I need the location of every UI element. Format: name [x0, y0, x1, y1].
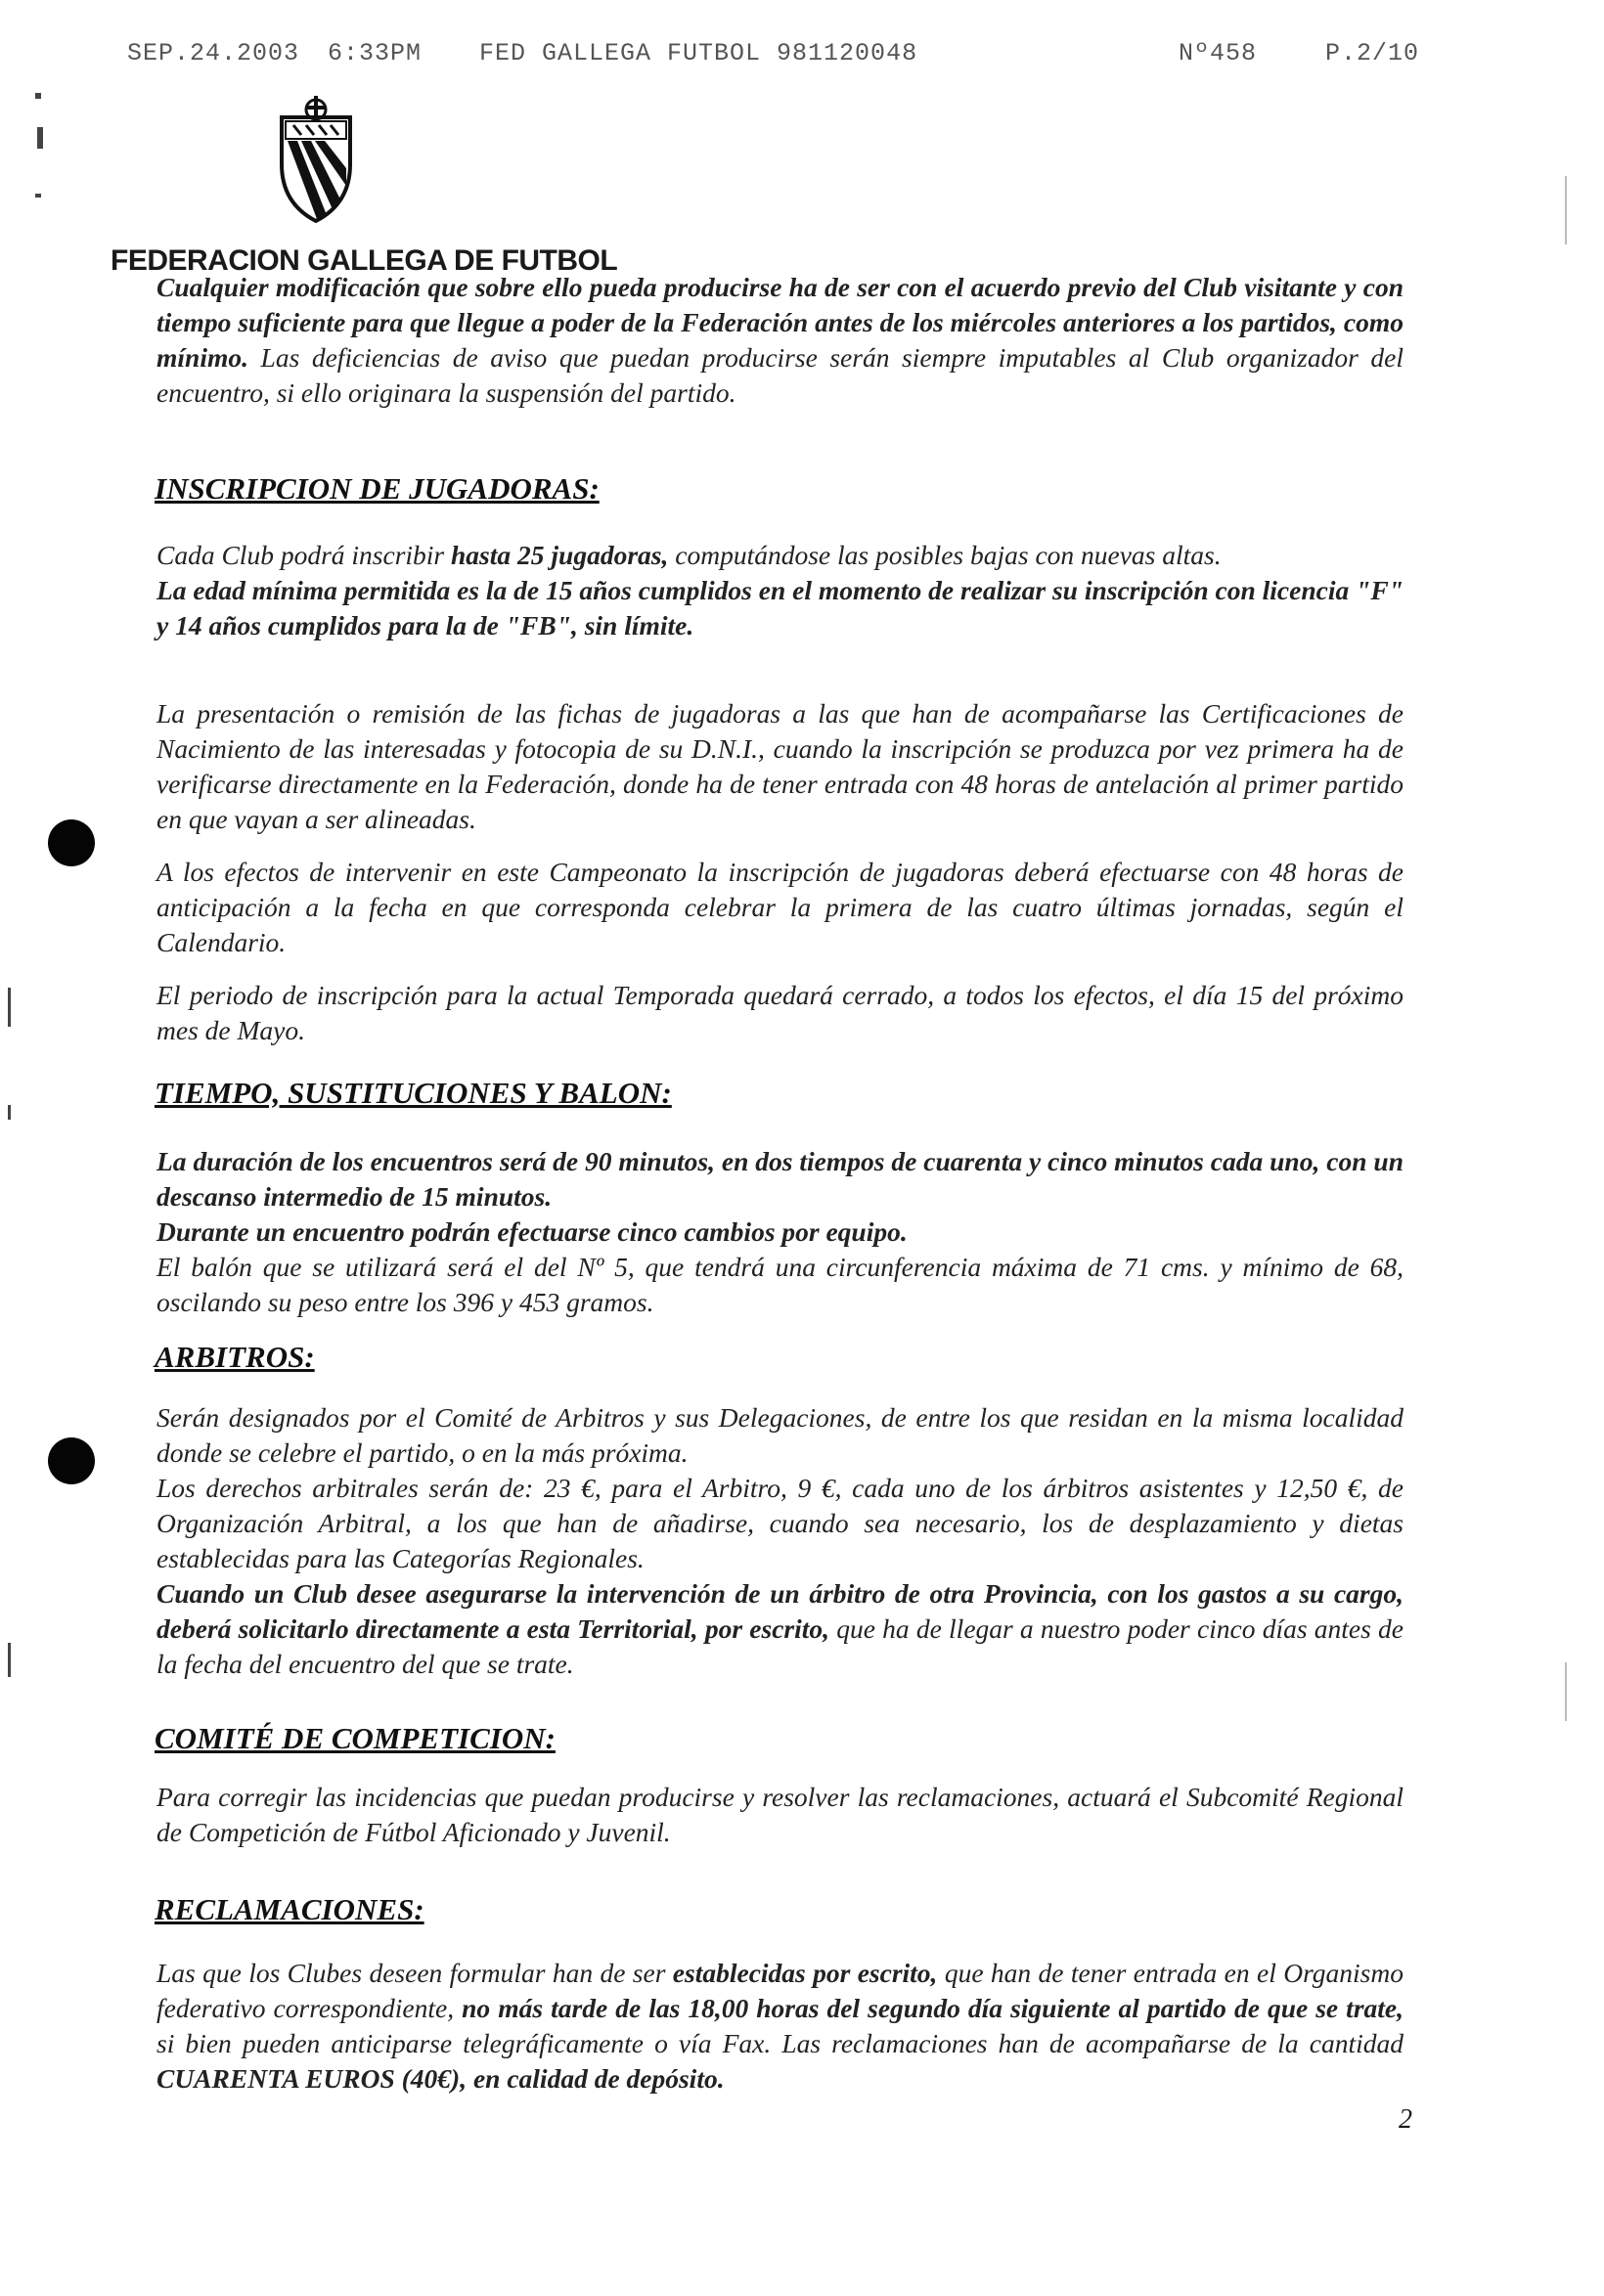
- text-run: Las que los Clubes deseen formular han de ser: [156, 1958, 673, 1988]
- text-run: si bien pueden anticiparse telegráficamente o vía Fax. Las reclamaciones han de acompañarse de la cantidad: [156, 2028, 1404, 2058]
- section-heading-comite: COMITÉ DE COMPETICION:: [155, 1721, 556, 1755]
- punch-hole-bottom: [48, 1437, 95, 1484]
- scan-mark: [1565, 176, 1567, 244]
- tiempo-paragraph-3: El balón que se utilizará será el del Nº 5, que tendrá una circunferencia máxima de 71 cms. y mínimo de 68, oscilando su peso entre los 396 y 453 gramos.: [156, 1252, 1404, 1317]
- inscripcion-block: [156, 538, 1404, 643]
- arbitros-paragraph-3: [156, 1576, 1404, 1682]
- inscripcion-paragraph-2: La edad mínima permitida es la de 15 años cumplidos en el momento de realizar su inscripción con licencia "F" y 14 años cumplidos para la de "FB", sin límite.: [156, 575, 1404, 640]
- scan-mark: [8, 988, 11, 1027]
- fax-sender: FED GALLEGA FUTBOL 981120048: [479, 39, 918, 67]
- section-heading-reclamaciones: RECLAMACIONES:: [155, 1892, 424, 1926]
- intro-bold-text: Cualquier modificación que sobre ello pueda producirse ha de ser con el acuerdo previo del Club visitante y con tiempo suficiente para que llegue a poder de la Federación antes de los miércoles anteriores a los partidos, como mínimo.: [156, 272, 1404, 373]
- text-run-bold: no más tarde de las 18,00 horas del segundo día siguiente al partido de que se trate,: [462, 1993, 1404, 2023]
- tiempo-block: [156, 1144, 1404, 1320]
- inscripcion-block-2: [156, 696, 1404, 837]
- inscripcion-paragraph-5: El periodo de inscripción para la actual Temporada quedará cerrado, a todos los efectos, el día 15 del próximo mes de Mayo.: [156, 980, 1404, 1045]
- text-run-bold: establecidas por escrito,: [672, 1958, 938, 1988]
- fax-page: P.2/10: [1325, 39, 1420, 67]
- organization-name: FEDERACION GALLEGA DE FUTBOL: [111, 244, 618, 277]
- inscripcion-block-3: [156, 855, 1404, 960]
- section-heading-arbitros: ARBITROS:: [155, 1340, 315, 1374]
- tiempo-paragraph-1: La duración de los encuentros será de 90 minutos, en dos tiempos de cuarenta y cinco minutos cada uno, con un descanso intermedio de 15 minutos.: [156, 1146, 1404, 1212]
- text-run-bold: Cuando un Club desee asegurarse la intervención de un árbitro de otra Provincia, con los gastos a su cargo, deberá solicitarlo directamente a esta Territorial, por escrito,: [156, 1578, 1404, 1644]
- text-run: computándose las posibles bajas con nuevas altas.: [668, 540, 1222, 570]
- scan-mark: [37, 127, 43, 149]
- scan-mark: [1565, 1662, 1567, 1721]
- punch-hole-top: [48, 819, 95, 866]
- intro-block: [156, 270, 1404, 411]
- inscripcion-paragraph-4: A los efectos de intervenir en este Campeonato la inscripción de jugadoras deberá efectuarse con 48 horas de anticipación a la fecha en que corresponda celebrar la primera de las cuatro últimas jornadas, según el Calendario.: [156, 857, 1404, 957]
- arbitros-paragraph-2: Los derechos arbitrales serán de: 23 €, para el Arbitro, 9 €, cada uno de los árbitros asistentes y 12,50 €, de Organización Arbitral, a los que han de añadirse, cuando sea necesario, los de desplazamiento y dietas establecidas para las Categorías Regionales.: [156, 1473, 1404, 1573]
- comite-paragraph-1: Para corregir las incidencias que puedan producirse y resolver las reclamaciones, actuará el Subcomité Regional de Competición de Fútbol Aficionado y Juvenil.: [156, 1782, 1404, 1847]
- intro-normal-text: Las deficiencias de aviso que puedan producirse serán siempre imputables al Club organizador del encuentro, si ello originara la suspensión del partido.: [156, 342, 1404, 408]
- arbitros-paragraph-1: Serán designados por el Comité de Arbitros y sus Delegaciones, de entre los que residan en la misma localidad donde se celebre el partido, o en la más próxima.: [156, 1402, 1404, 1468]
- reclamaciones-paragraph-1: [156, 1956, 1404, 2097]
- fax-time: 6:33PM: [328, 39, 423, 67]
- text-run: que ha de llegar a nuestro poder cinco días antes de la fecha del encuentro del que se trate.: [156, 1613, 1404, 1679]
- text-run: que han de tener entrada en el Organismo federativo correspondiente,: [156, 1958, 1404, 2023]
- reclamaciones-block: [156, 1956, 1404, 2097]
- arbitros-block: [156, 1400, 1404, 1682]
- section-heading-tiempo: TIEMPO, SUSTITUCIONES Y BALON:: [155, 1076, 672, 1110]
- fax-header: [127, 39, 1418, 78]
- comite-block: [156, 1780, 1404, 1850]
- scan-mark: [35, 194, 41, 198]
- inscripcion-block-4: [156, 978, 1404, 1048]
- intro-paragraph: [156, 270, 1404, 411]
- scan-mark: [8, 1643, 11, 1677]
- scan-mark: [8, 1105, 11, 1120]
- scan-mark: [35, 93, 41, 99]
- section-heading-inscripcion: INSCRIPCION DE JUGADORAS:: [155, 471, 600, 506]
- fax-number: Nº458: [1179, 39, 1258, 67]
- federation-crest-logo: [272, 96, 360, 223]
- fax-date: SEP.24.2003: [127, 39, 300, 67]
- inscripcion-paragraph-3: La presentación o remisión de las fichas de jugadoras a las que han de acompañarse las Certificaciones de Nacimiento de las interesadas y fotocopia de su D.N.I., cuando la inscripción se produzca por vez primera ha de verificarse directamente en la Federación, donde ha de tener entrada con 48 horas de antelación al primer partido en que vayan a ser alineadas.: [156, 698, 1404, 834]
- page-number: 2: [1399, 2104, 1412, 2135]
- inscripcion-paragraph-1: [156, 538, 1404, 573]
- text-run: Cada Club podrá inscribir: [156, 540, 452, 570]
- text-run-bold: CUARENTA EUROS (40€), en calidad de depósito.: [156, 2063, 725, 2094]
- tiempo-paragraph-2: Durante un encuentro podrán efectuarse cinco cambios por equipo.: [156, 1216, 908, 1247]
- text-run-bold: hasta 25 jugadoras,: [451, 540, 669, 570]
